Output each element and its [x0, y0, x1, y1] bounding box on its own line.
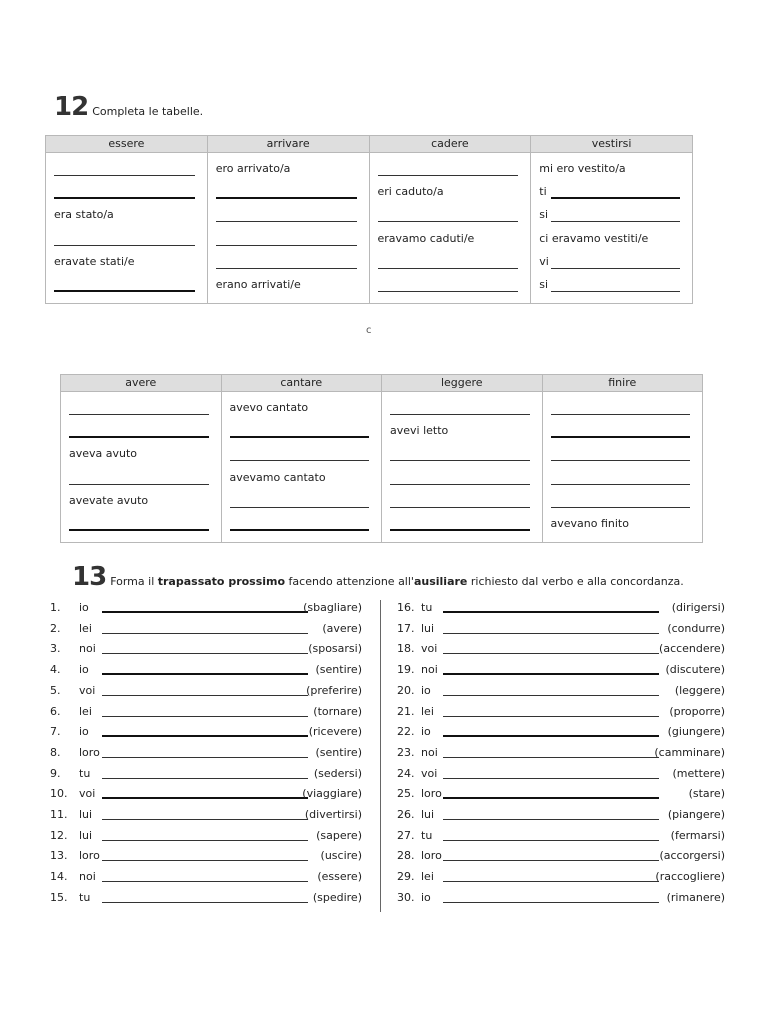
- infinitive-hint: (giungere): [667, 725, 725, 739]
- exercise-item: [50, 848, 362, 864]
- answer-line: [216, 245, 357, 246]
- column-header: cantare: [222, 375, 382, 392]
- infinitive-hint: (tornare): [313, 704, 362, 718]
- column-header: arrivare: [208, 136, 369, 153]
- answer-blank[interactable]: [102, 633, 308, 634]
- exercise-item: [50, 641, 362, 657]
- infinitive-hint: (sposarsi): [308, 642, 362, 656]
- item-number: 26.: [397, 808, 415, 821]
- given-form: ero arrivato/a: [215, 162, 291, 175]
- answer-blank[interactable]: [390, 490, 530, 510]
- subject-pronoun: lei: [421, 704, 434, 718]
- exercise-item: [397, 807, 725, 823]
- subject-pronoun: lui: [421, 621, 435, 635]
- answer-line: [551, 507, 691, 508]
- answer-line: [378, 291, 519, 292]
- item-number: 7.: [50, 725, 61, 739]
- answer-blank[interactable]: [443, 860, 659, 861]
- subject-pronoun: lei: [421, 870, 434, 884]
- answer-blank[interactable]: [102, 881, 308, 882]
- answer-blank[interactable]: [102, 860, 308, 861]
- answer-blank[interactable]: [443, 633, 659, 634]
- subject-pronoun: tu: [421, 828, 433, 842]
- answer-blank[interactable]: [443, 653, 659, 654]
- answer-line: [390, 414, 530, 415]
- stray-mark: c: [366, 325, 372, 336]
- subject-pronoun: loro: [79, 849, 100, 863]
- answer-line: [390, 507, 530, 508]
- answer-blank[interactable]: [443, 673, 659, 675]
- table-column: [222, 375, 383, 542]
- answer-blank[interactable]: [69, 467, 209, 487]
- answer-line: [69, 484, 209, 485]
- answer-line: [551, 268, 680, 269]
- answer-line: [551, 484, 691, 485]
- subject-pronoun: noi: [79, 870, 96, 884]
- infinitive-hint: (divertirsi): [304, 808, 362, 821]
- exercise-item: [50, 869, 362, 885]
- answer-line: [378, 268, 519, 269]
- infinitive-hint: (leggere): [674, 683, 725, 697]
- exercise-item: [50, 807, 362, 823]
- answer-line: [378, 221, 519, 222]
- table-column: [61, 375, 222, 542]
- item-number: 29.: [397, 870, 415, 884]
- answer-blank[interactable]: [551, 443, 691, 463]
- answer-blank[interactable]: [102, 757, 308, 758]
- answer-blank[interactable]: [216, 181, 357, 201]
- subject-pronoun: loro: [421, 787, 442, 801]
- answer-blank[interactable]: [390, 397, 530, 417]
- item-number: 14.: [50, 870, 68, 884]
- infinitive-hint: (accendere): [659, 642, 725, 656]
- subject-pronoun: voi: [421, 766, 438, 780]
- infinitive-hint: (preferire): [306, 683, 362, 697]
- infinitive-hint: (raccogliere): [655, 870, 725, 884]
- infinitive-hint: (viaggiare): [302, 787, 362, 801]
- given-form: erano arrivati/e: [215, 278, 301, 291]
- exercise-item: [397, 828, 725, 844]
- answer-line: [216, 197, 357, 199]
- answer-blank[interactable]: [378, 158, 519, 178]
- answer-line: [551, 291, 680, 292]
- answer-blank[interactable]: [230, 443, 370, 463]
- exercise-item: [397, 766, 725, 782]
- answer-blank[interactable]: [443, 716, 659, 717]
- answer-line: [551, 197, 680, 199]
- subject-pronoun: voi: [421, 642, 438, 656]
- item-number: 23.: [397, 745, 415, 759]
- answer-line: [54, 245, 195, 246]
- answer-blank[interactable]: [443, 902, 659, 903]
- column-header: leggere: [382, 375, 542, 392]
- given-form: eri caduto/a: [377, 185, 444, 198]
- answer-line: [551, 436, 691, 438]
- exercise-13-title: [72, 562, 684, 592]
- infinitive-hint: (dirigersi): [671, 601, 725, 614]
- answer-blank[interactable]: [102, 653, 308, 654]
- answer-blank[interactable]: [539, 181, 680, 201]
- subject-pronoun: noi: [79, 642, 96, 656]
- answer-blank[interactable]: [551, 467, 691, 487]
- subject-pronoun: voi: [79, 683, 96, 697]
- item-number: 30.: [397, 890, 415, 904]
- item-number: 11.: [50, 808, 68, 821]
- answer-line: [69, 529, 209, 531]
- answer-blank[interactable]: [102, 840, 308, 841]
- exercise-item: [50, 600, 362, 616]
- answer-line: [216, 268, 357, 269]
- item-number: 13.: [50, 849, 68, 863]
- given-form: aveva avuto: [69, 447, 138, 460]
- item-number: 10.: [50, 787, 68, 801]
- infinitive-hint: (spedire): [312, 890, 362, 904]
- infinitive-hint: (fermarsi): [670, 828, 725, 842]
- exercise-item: [397, 745, 725, 761]
- subject-pronoun: noi: [421, 663, 438, 677]
- given-form: ci eravamo vestiti/e: [539, 232, 649, 245]
- answer-blank[interactable]: [551, 397, 691, 417]
- answer-blank[interactable]: [69, 513, 209, 533]
- exercise-item: [397, 848, 725, 864]
- answer-blank[interactable]: [54, 228, 195, 248]
- answer-blank[interactable]: [102, 735, 308, 737]
- answer-line: [390, 484, 530, 485]
- column-divider: [380, 600, 381, 912]
- exercise-instruction: Completa le tabelle.: [92, 105, 204, 118]
- infinitive-hint: (avere): [322, 621, 362, 635]
- answer-blank[interactable]: [102, 611, 308, 613]
- table-column: [543, 375, 703, 542]
- infinitive-hint: (discutere): [665, 663, 725, 677]
- item-number: 8.: [50, 745, 61, 759]
- item-number: 15.: [50, 890, 68, 904]
- answer-blank[interactable]: [443, 797, 659, 799]
- exercise-item: [397, 600, 725, 616]
- subject-pronoun: loro: [79, 745, 100, 759]
- subject-pronoun: lei: [79, 621, 92, 635]
- answer-blank[interactable]: [216, 228, 357, 248]
- column-header: cadere: [370, 136, 531, 153]
- subject-pronoun: io: [421, 890, 431, 904]
- item-number: 21.: [397, 704, 415, 718]
- item-number: 6.: [50, 704, 61, 718]
- item-number: 19.: [397, 663, 415, 677]
- answer-line: [390, 460, 530, 461]
- exercise-number: 13: [72, 562, 107, 592]
- answer-blank[interactable]: [443, 695, 659, 696]
- answer-blank[interactable]: [54, 181, 195, 201]
- table-column: [382, 375, 543, 542]
- subject-pronoun: io: [421, 725, 431, 739]
- answer-blank[interactable]: [102, 902, 308, 903]
- table-column: [370, 136, 532, 303]
- exercise-item: [397, 641, 725, 657]
- answer-blank[interactable]: [443, 819, 659, 820]
- subject-pronoun: io: [79, 663, 89, 677]
- answer-blank[interactable]: [443, 778, 659, 779]
- infinitive-hint: (stare): [688, 787, 725, 801]
- exercise-item: [397, 662, 725, 678]
- answer-line: [390, 529, 530, 531]
- answer-line: [216, 221, 357, 222]
- answer-line: [230, 529, 370, 531]
- answer-blank[interactable]: [230, 420, 370, 440]
- subject-pronoun: lui: [79, 828, 93, 842]
- answer-line: [551, 221, 680, 222]
- subject-pronoun: lui: [421, 808, 435, 821]
- answer-blank[interactable]: [378, 204, 519, 224]
- answer-blank[interactable]: [69, 397, 209, 417]
- item-number: 27.: [397, 828, 415, 842]
- answer-blank[interactable]: [378, 274, 519, 294]
- subject-pronoun: io: [421, 683, 431, 697]
- answer-blank[interactable]: [230, 490, 370, 510]
- exercise-item: [397, 786, 725, 802]
- infinitive-hint: (sbagliare): [303, 601, 362, 614]
- given-form: eravate stati/e: [54, 255, 135, 268]
- answer-line: [551, 460, 691, 461]
- answer-blank[interactable]: [102, 716, 308, 717]
- item-number: 24.: [397, 766, 415, 780]
- exercise-item: [50, 786, 362, 802]
- answer-blank[interactable]: [102, 797, 308, 799]
- exercise-item: [50, 890, 362, 906]
- answer-blank[interactable]: [443, 881, 659, 882]
- answer-line: [54, 197, 195, 199]
- exercise-12-title: [54, 92, 203, 122]
- infinitive-hint: (camminare): [654, 745, 725, 759]
- infinitive-hint: (rimanere): [666, 890, 725, 904]
- given-form: avevi letto: [390, 424, 449, 437]
- answer-blank[interactable]: [443, 757, 659, 758]
- given-form: avevate avuto: [69, 494, 149, 507]
- conjugation-table-2: [60, 374, 703, 543]
- subject-pronoun: io: [79, 601, 89, 614]
- item-number: 4.: [50, 663, 61, 677]
- answer-blank[interactable]: [551, 490, 691, 510]
- given-form: eravamo caduti/e: [377, 232, 475, 245]
- answer-blank[interactable]: [102, 819, 308, 820]
- answer-line: [69, 436, 209, 438]
- answer-blank[interactable]: [443, 611, 659, 613]
- infinitive-hint: (sentire): [315, 745, 362, 759]
- item-number: 5.: [50, 683, 61, 697]
- infinitive-hint: (proporre): [669, 704, 725, 718]
- answer-line: [54, 175, 195, 176]
- exercise-number: 12: [54, 92, 89, 122]
- subject-pronoun: loro: [421, 849, 442, 863]
- subject-pronoun: noi: [421, 745, 438, 759]
- exercise-item: [397, 724, 725, 740]
- item-number: 3.: [50, 642, 61, 656]
- answer-blank[interactable]: [390, 467, 530, 487]
- answer-blank[interactable]: [216, 251, 357, 271]
- answer-line: [69, 414, 209, 415]
- answer-blank[interactable]: [443, 840, 659, 841]
- subject-pronoun: tu: [421, 601, 433, 614]
- exercise-item: [397, 890, 725, 906]
- given-form: avevo cantato: [229, 401, 309, 414]
- exercise-instruction: Forma il trapassato prossimo facendo attenzione all'ausiliare richiesto dal verbo e alla concordanza.: [110, 575, 684, 588]
- exercise-item: [50, 745, 362, 761]
- subject-pronoun: tu: [79, 890, 91, 904]
- column-header: avere: [61, 375, 221, 392]
- exercise-item: [50, 766, 362, 782]
- item-number: 16.: [397, 601, 415, 614]
- given-form: mi ero vestito/a: [539, 162, 626, 175]
- subject-pronoun: voi: [79, 787, 96, 801]
- given-form: avevano finito: [550, 517, 629, 530]
- answer-blank[interactable]: [551, 420, 691, 440]
- answer-blank[interactable]: [539, 204, 680, 224]
- answer-blank[interactable]: [54, 274, 195, 294]
- answer-blank[interactable]: [539, 251, 680, 271]
- answer-blank[interactable]: [390, 443, 530, 463]
- item-number: 2.: [50, 621, 61, 635]
- infinitive-hint: (accorgersi): [659, 849, 725, 863]
- table-column: [46, 136, 208, 303]
- item-number: 28.: [397, 849, 415, 863]
- infinitive-hint: (sentire): [315, 663, 362, 677]
- answer-blank[interactable]: [443, 735, 659, 737]
- item-number: 1.: [50, 601, 61, 614]
- answer-blank[interactable]: [54, 158, 195, 178]
- exercise-item: [50, 724, 362, 740]
- item-number: 18.: [397, 642, 415, 656]
- infinitive-hint: (sapere): [316, 828, 362, 842]
- pronoun-label: ti: [539, 185, 547, 198]
- infinitive-hint: (piangere): [667, 808, 725, 821]
- exercise-item: [50, 683, 362, 699]
- answer-blank[interactable]: [102, 673, 308, 675]
- answer-line: [230, 436, 370, 438]
- answer-blank[interactable]: [230, 513, 370, 533]
- pronoun-label: vi: [539, 255, 549, 268]
- answer-line: [230, 507, 370, 508]
- answer-blank[interactable]: [102, 695, 308, 696]
- infinitive-hint: (uscire): [320, 849, 362, 863]
- answer-blank[interactable]: [216, 204, 357, 224]
- item-number: 9.: [50, 766, 61, 780]
- column-header: vestirsi: [531, 136, 692, 153]
- pronoun-label: si: [539, 278, 549, 291]
- given-form: avevamo cantato: [229, 471, 326, 484]
- answer-blank[interactable]: [539, 274, 680, 294]
- column-header: essere: [46, 136, 207, 153]
- item-number: 12.: [50, 828, 68, 842]
- item-number: 22.: [397, 725, 415, 739]
- infinitive-hint: (condurre): [667, 621, 725, 635]
- table-column: [531, 136, 692, 303]
- item-number: 25.: [397, 787, 415, 801]
- given-form: era stato/a: [54, 208, 114, 221]
- exercise-item: [50, 621, 362, 637]
- pronoun-label: si: [539, 208, 549, 221]
- subject-pronoun: lui: [79, 808, 93, 821]
- exercise-item: [397, 683, 725, 699]
- answer-blank[interactable]: [390, 513, 530, 533]
- exercise-item: [397, 704, 725, 720]
- answer-blank[interactable]: [102, 778, 308, 779]
- column-header: finire: [543, 375, 703, 392]
- exercise-item: [397, 869, 725, 885]
- infinitive-hint: (sedersi): [313, 766, 362, 780]
- item-number: 17.: [397, 621, 415, 635]
- exercise-item: [50, 704, 362, 720]
- answer-line: [54, 290, 195, 292]
- infinitive-hint: (mettere): [672, 766, 725, 780]
- infinitive-hint: (ricevere): [308, 725, 362, 739]
- table-column: [208, 136, 370, 303]
- answer-line: [378, 175, 519, 176]
- exercise-item: [50, 828, 362, 844]
- subject-pronoun: tu: [79, 766, 91, 780]
- subject-pronoun: io: [79, 725, 89, 739]
- answer-blank[interactable]: [378, 251, 519, 271]
- answer-blank[interactable]: [69, 420, 209, 440]
- exercise-item: [50, 662, 362, 678]
- item-number: 20.: [397, 683, 415, 697]
- conjugation-table-1: [45, 135, 693, 304]
- infinitive-hint: (essere): [317, 870, 362, 884]
- subject-pronoun: lei: [79, 704, 92, 718]
- exercise-item: [397, 621, 725, 637]
- answer-line: [551, 414, 691, 415]
- answer-line: [230, 460, 370, 461]
